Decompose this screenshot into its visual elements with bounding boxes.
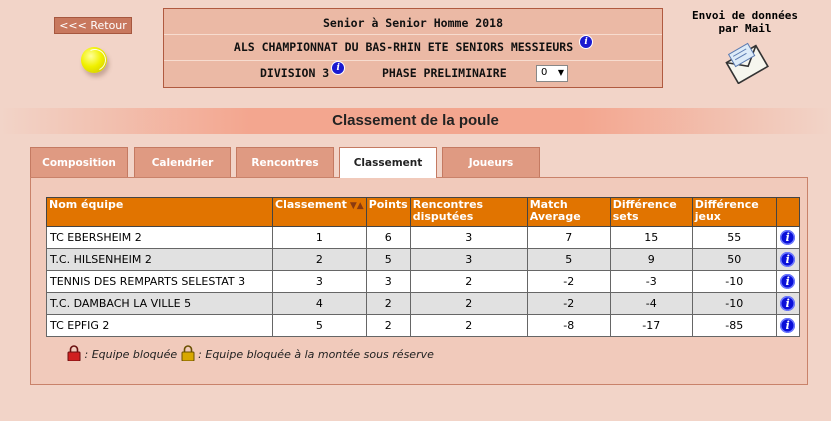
competition-title: Senior à Senior Homme 2018 [164,12,662,35]
info-icon[interactable]: i [580,36,592,48]
tab-classement[interactable]: Classement [339,147,437,178]
match-average-cell: 7 [527,227,610,249]
diff-games-cell: -85 [692,315,776,337]
rank-cell: 4 [273,293,367,315]
diff-games-cell: -10 [692,271,776,293]
col-difference-jeux: Différence jeux [692,198,776,227]
points-cell: 2 [366,293,410,315]
diff-sets-cell: -3 [610,271,692,293]
diff-sets-cell: -4 [610,293,692,315]
sort-icon[interactable]: ▼▲ [349,201,364,211]
phase-select[interactable] [536,65,568,82]
tennis-ball-icon [81,47,107,73]
diff-sets-cell: 15 [610,227,692,249]
info-icon[interactable]: i [780,252,795,267]
tab-rencontres[interactable]: Rencontres [236,147,334,177]
tab-joueurs[interactable]: Joueurs [442,147,540,177]
points-cell: 2 [366,315,410,337]
phase-select-value: 0 [541,67,548,78]
match-average-cell: -8 [527,315,610,337]
col-nom-equipe: Nom équipe [47,198,273,227]
diff-sets-cell: -17 [610,315,692,337]
ranking-table [46,197,800,337]
red-lock-icon [67,345,81,361]
gold-lock-icon [181,345,195,361]
match-average-cell: 5 [527,249,610,271]
mail-label[interactable]: Envoi de données par Mail [692,9,798,35]
rank-cell: 1 [273,227,367,249]
diff-games-cell: -10 [692,293,776,315]
team-name: TC EBERSHEIM 2 [47,227,273,249]
legend-blocked: : Equipe bloquée [84,348,178,361]
diff-games-cell: 50 [692,249,776,271]
team-name: T.C. HILSENHEIM 2 [47,249,273,271]
division-row [164,61,662,85]
match-average-cell: -2 [527,293,610,315]
championship-row [164,35,662,61]
match-average-cell: -2 [527,271,610,293]
diff-sets-cell: 9 [610,249,692,271]
played-cell: 3 [410,249,527,271]
tab-calendrier[interactable]: Calendrier [134,147,231,177]
team-name: TENNIS DES REMPARTS SELESTAT 3 [47,271,273,293]
division-label: DIVISION 3 i [260,61,344,85]
info-icon[interactable]: i [780,318,795,333]
table-row [47,271,800,293]
table-row [47,293,800,315]
info-icon[interactable]: i [780,296,795,311]
championship-name: ALS CHAMPIONNAT DU BAS-RHIN ETE SENIORS MESSIEURS [233,40,574,54]
rank-cell: 3 [273,271,367,293]
played-cell: 2 [410,315,527,337]
info-cell [776,271,799,293]
points-cell: 5 [366,249,410,271]
team-name: TC EPFIG 2 [47,315,273,337]
tab-composition[interactable]: Composition [30,147,128,177]
col-info [776,198,799,227]
info-icon[interactable]: i [332,62,344,74]
chevron-down-icon: ▼ [557,68,564,77]
col-match-average: Match Average [527,198,610,227]
rank-cell: 5 [273,315,367,337]
played-cell: 2 [410,271,527,293]
info-icon[interactable]: i [780,274,795,289]
points-cell: 3 [366,271,410,293]
points-cell: 6 [366,227,410,249]
info-cell [776,227,799,249]
table-row [47,227,800,249]
info-cell [776,315,799,337]
col-difference-sets: Différence sets [610,198,692,227]
table-row [47,249,800,271]
info-cell [776,293,799,315]
legend [67,345,434,363]
col-classement[interactable]: Classement ▼▲ [273,198,367,227]
retour-button[interactable]: <<< Retour [54,17,132,34]
legend-blocked-promotion: : Equipe bloquée à la montée sous réserve [198,348,434,361]
info-icon[interactable]: i [780,230,795,245]
info-cell [776,249,799,271]
team-name: T.C. DAMBACH LA VILLE 5 [47,293,273,315]
table-row [47,315,800,337]
table-header-row [47,198,800,227]
competition-header [163,8,663,88]
diff-games-cell: 55 [692,227,776,249]
played-cell: 2 [410,293,527,315]
col-rencontres: Rencontres disputées [410,198,527,227]
col-points: Points [366,198,410,227]
rank-cell: 2 [273,249,367,271]
envelope-icon[interactable] [724,40,772,88]
played-cell: 3 [410,227,527,249]
phase-label: PHASE PRELIMINAIRE [382,66,507,80]
section-title: Classement de la poule [332,112,499,129]
